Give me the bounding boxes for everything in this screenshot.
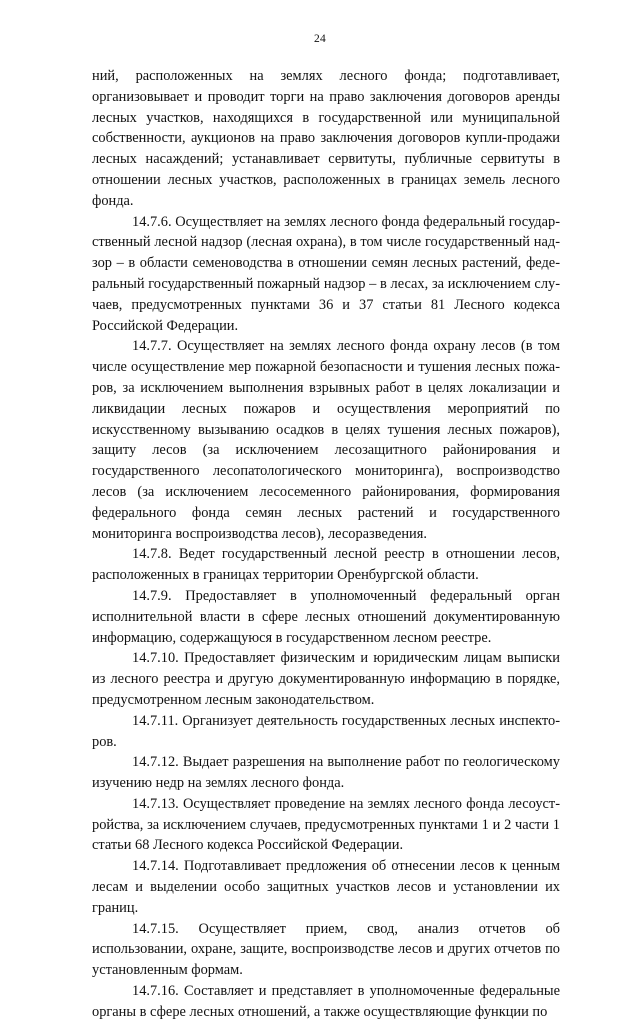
paragraph-14-7-15: 14.7.15. Осуществляет прием, свод, анализ отчетов об использовании, охране, защите, воспроизводстве лесов и других отчетов по установленным формам.	[92, 920, 560, 979]
paragraph-14-7-14: 14.7.14. Подготавливает предложения об отнесении лесов к ценным лесам и выделении особо защитных участков лесов и установлении их границ.	[92, 858, 560, 916]
paragraph-14-7-6: 14.7.6. Осуществляет на землях лесного фонда федеральный государственный лесной надзор (лесная охрана), в том числе государственный надзор – в области семеноводства в отношении семян лесных растений, федеральный государственный пожарный надзор – в лесах, за исключением случаев, предусмотренных пунктами 36 и 37 статьи 81 Лесного кодекса Российской Федерации.	[92, 213, 560, 334]
paragraph-14-7-8: 14.7.8. Ведет государственный лесной реестр в отношении лесов, расположенных в границах территории Оренбургской области.	[92, 546, 560, 584]
paragraph-14-7-12: 14.7.12. Выдает разрешения на выполнение работ по геологическому изучению недр на землях лесного фонда.	[92, 754, 560, 792]
page-number: 24	[313, 33, 327, 45]
paragraph-14-7-11: 14.7.11. Организует деятельность государственных лесных инспекторов.	[92, 712, 560, 750]
paragraph-continuation: ний, расположенных на землях лесного фонда; подготавливает, организовывает и проводит торги на право заключения договоров аренды лесных участков, находящихся в государственной или муниципальной собственности, аукционов на право заключения договоров купли-продажи лесных насаждений; устанавливает сервитуты, публичные сервитуты в отношении лесных участков, расположенных в границах земель лесного фонда.	[92, 68, 560, 209]
document-body	[92, 66, 560, 1023]
paragraph-14-7-13: 14.7.13. Осуществляет проведение на землях лесного фонда лесоустройства, за исключением случаев, предусмотренных пунктами 1 и 2 части 1 статьи 68 Лесного кодекса Российской Федерации.	[92, 795, 560, 854]
paragraph-14-7-9: 14.7.9. Предоставляет в уполномоченный федеральный орган исполнительной власти в сфере лесных отношений документированную информацию, содержащуюся в государственном лесном реестре.	[92, 587, 560, 646]
paragraph-14-7-16: 14.7.16. Составляет и представляет в уполномоченные федеральные органы в сфере лесных отношений, а также осуществляющие функции по	[92, 983, 560, 1020]
paragraph-14-7-7: 14.7.7. Осуществляет на землях лесного фонда охрану лесов (в том числе осуществление мер пожарной безопасности и тушения лесных пожаров, за исключением выполнения взрывных работ в целях локализации и ликвидации лесных пожаров и осуществления мероприятий по искусственному вызыванию осадков в целях тушения лесных пожаров), защиту лесов (за исключением лесозащитного районирования и государственного лесопатологического мониторинга), воспроизводство лесов (за исключением лесосеменного районирования, формирования федерального фонда семян лесных растений и государственного мониторинга воспроизводства лесов), лесоразведения.	[92, 338, 560, 542]
paragraph-14-7-10: 14.7.10. Предоставляет физическим и юридическим лицам выписки из лесного реестра и другую документированную информацию в порядке, предусмотренном лесным законодательством.	[92, 650, 560, 708]
